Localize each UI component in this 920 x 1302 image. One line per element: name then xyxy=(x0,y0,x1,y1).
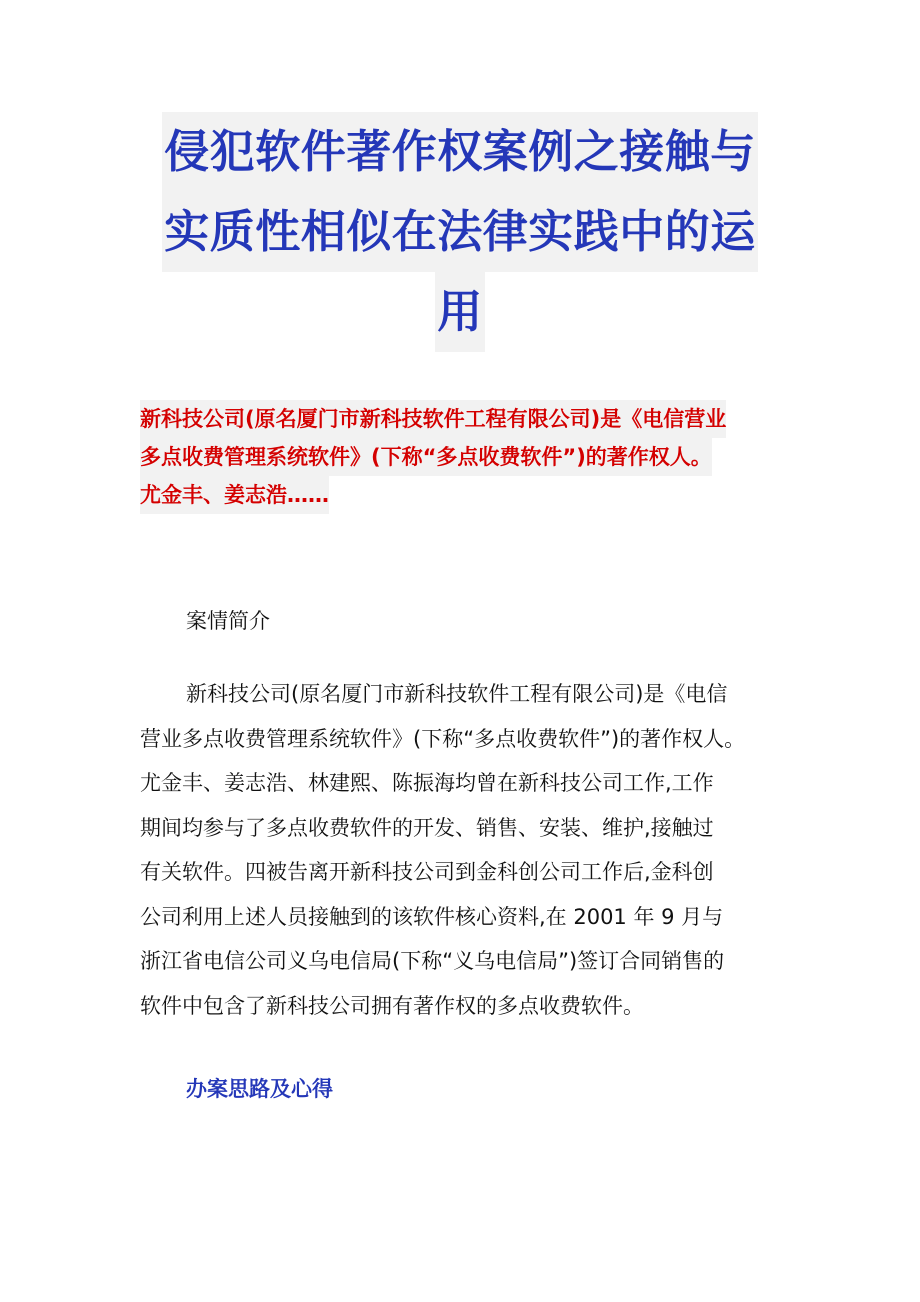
title-line-3: 用 xyxy=(435,272,485,352)
case-intro-heading: 案情简介 xyxy=(186,609,270,633)
summary-line-3: 尤金丰、姜志浩…… xyxy=(140,476,329,514)
summary-paragraph xyxy=(140,400,785,514)
body-line-4: 期间均参与了多点收费软件的开发、销售、安装、维护,接触过 xyxy=(140,815,714,840)
body-line-7: 浙江省电信公司义乌电信局(下称“义乌电信局”)签订合同销售的 xyxy=(140,949,725,973)
summary-line-1: 新科技公司(原名厦门市新科技软件工程有限公司)是《电信营业 xyxy=(140,400,726,438)
document-title xyxy=(140,112,780,352)
title-line-1: 侵犯软件著作权案例之接触与 xyxy=(162,112,758,192)
body-line-2: 营业多点收费管理系统软件》(下称“多点收费软件”)的著作权人。 xyxy=(140,726,746,751)
body-line-5: 有关软件。四被告离开新科技公司到金科创公司工作后,金科创 xyxy=(140,860,714,884)
case-intro-paragraph xyxy=(140,672,790,1028)
summary-line-2: 多点收费管理系统软件》(下称“多点收费软件”)的著作权人。 xyxy=(140,438,712,476)
approach-heading: 办案思路及心得 xyxy=(186,1077,333,1101)
body-line-8: 软件中包含了新科技公司拥有著作权的多点收费软件。 xyxy=(140,993,644,1018)
title-line-2: 实质性相似在法律实践中的运 xyxy=(162,192,758,272)
body-line-3: 尤金丰、姜志浩、林建熙、陈振海均曾在新科技公司工作,工作 xyxy=(140,771,714,795)
body-line-1: 新科技公司(原名厦门市新科技软件工程有限公司)是《电信 xyxy=(186,682,728,706)
body-line-6: 公司利用上述人员接触到的该软件核心资料,在 2001 年 9 月与 xyxy=(140,904,724,929)
